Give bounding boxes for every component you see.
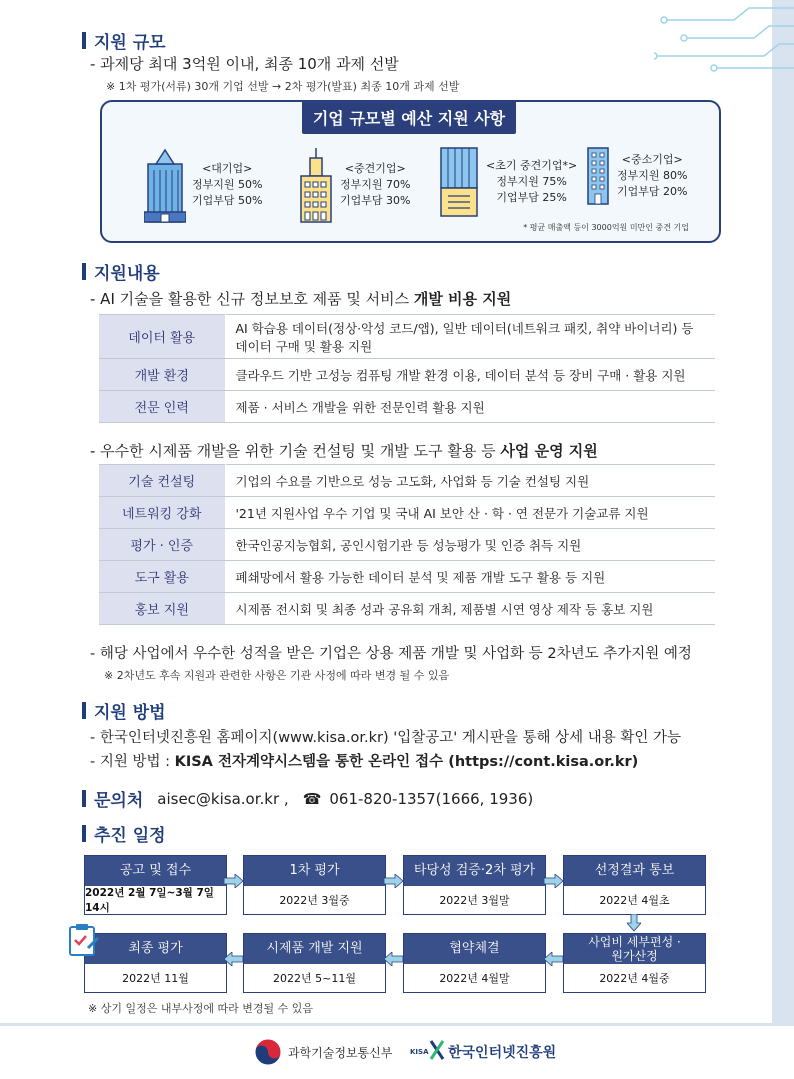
row-key: 기술 컨설팅 <box>99 465 225 497</box>
content-sub3: - 해당 사업에서 우수한 성적을 받은 기업은 상용 제품 개발 및 사업화 등 2차년도 추가지원 예정 <box>90 646 692 662</box>
row-value-line2: 데이터 구매 및 활용 지원 <box>235 338 373 354</box>
ministry-name: 과학기술정보통신부 <box>288 1046 393 1060</box>
content-sub1-text: - AI 기술을 활용한 신규 정보보호 제품 및 서비스 <box>90 290 414 308</box>
step-title: 협약체결 <box>404 934 545 964</box>
large-building-icon <box>144 146 186 224</box>
row-key: 홍보 지원 <box>99 593 225 625</box>
contact-phone: 061-820-1357(1666, 1936) <box>329 789 534 808</box>
step-title: 시제품 개발 지원 <box>244 934 385 964</box>
heading-bar <box>82 825 86 842</box>
row-value: 시제품 전시회 및 최종 성과 공유회 개최, 제품별 시연 영상 제작 등 홍보 지원 <box>225 593 715 625</box>
row-key: 데이터 활용 <box>99 315 225 359</box>
table-row <box>99 465 715 497</box>
schedule-step <box>403 855 546 915</box>
step-title: 1차 평가 <box>244 856 385 886</box>
table-row <box>99 315 715 359</box>
circuit-decoration <box>654 0 794 80</box>
schedule-step <box>243 855 386 915</box>
footer <box>0 1034 794 1074</box>
table-row <box>99 359 715 391</box>
row-value: 한국인공지능협회, 공인시험기관 등 성능평가 및 인증 취득 지원 <box>225 529 715 561</box>
row-key: 네트워킹 강화 <box>99 497 225 529</box>
taegeuk-logo-icon <box>254 1038 282 1066</box>
section-heading-schedule <box>82 821 166 846</box>
step-title: 사업비 세부편성 · 원가산정 <box>564 934 705 964</box>
group-corp: 기업부담 25% <box>496 191 567 204</box>
step-date: 2022년 2월 7일~3월 7일 14시 <box>85 887 214 914</box>
row-key: 전문 인력 <box>99 391 225 423</box>
budget-title: 기업 규모별 예산 지원 사항 <box>302 100 516 134</box>
step-date: 2022년 3월중 <box>279 894 350 907</box>
method-line2-bold: KISA 전자계약시스템을 통한 온라인 접수 (https://cont.kisa.or.kr) <box>174 754 639 770</box>
arrow-down-icon <box>627 914 641 932</box>
content-sub2-text: - 우수한 시제품 개발을 위한 기술 컨설팅 및 개발 도구 활용 등 <box>90 442 501 460</box>
budget-box <box>100 100 721 243</box>
row-value: 폐쇄망에서 활용 가능한 데이터 분석 및 제품 개발 도구 활용 등 지원 <box>225 561 715 593</box>
budget-note: * 평균 매출액 등이 3000억원 미만인 중견 기업 <box>523 223 689 232</box>
ops-support-table <box>99 464 715 625</box>
heading-text: 문의처 <box>94 791 144 811</box>
step-date: 2022년 4월말 <box>439 972 510 985</box>
phone-icon: ☎ <box>302 789 322 808</box>
group-name: <중소기업> <box>621 153 683 166</box>
row-key: 도구 활용 <box>99 561 225 593</box>
arrow-right-icon <box>384 874 404 888</box>
step-title: 공고 및 접수 <box>85 856 226 886</box>
step-date: 2022년 5~11월 <box>273 972 356 985</box>
table-row <box>99 593 715 625</box>
step-date: 2022년 4월초 <box>599 894 670 907</box>
table-row <box>99 497 715 529</box>
heading-bar <box>82 263 86 280</box>
step-date: 2022년 4월중 <box>599 972 670 985</box>
section-heading-contact <box>82 786 533 811</box>
clipboard-check-icon <box>66 922 102 958</box>
group-corp: 기업부담 30% <box>340 194 411 207</box>
step-date: 2022년 11월 <box>122 972 189 985</box>
kisa-name: 한국인터넷진흥원 <box>448 1045 557 1061</box>
section-heading-content <box>82 259 160 284</box>
dev-support-table <box>99 314 715 423</box>
row-value: 제품 · 서비스 개발을 위한 전문인력 활용 지원 <box>225 391 715 423</box>
budget-group-small <box>585 146 687 206</box>
method-line2-text: - 지원 방법 : <box>90 754 175 770</box>
content-sub2-bold: 사업 운영 지원 <box>500 442 598 460</box>
early-midsize-building-icon <box>438 146 480 218</box>
row-value: 기업의 수요를 기반으로 성능 고도화, 사업화 등 기술 컨설팅 지원 <box>225 465 715 497</box>
table-row <box>99 391 715 423</box>
schedule-step <box>563 855 706 915</box>
heading-text: 지원 방법 <box>94 703 166 723</box>
kisa-logo-icon <box>429 1039 445 1061</box>
schedule-step <box>243 933 386 993</box>
group-name: <중견기업> <box>344 162 406 175</box>
schedule-step <box>403 933 546 993</box>
content-sub1-bold: 개발 비용 지원 <box>413 290 512 308</box>
method-line2 <box>90 750 638 771</box>
group-corp: 기업부담 20% <box>617 185 688 198</box>
schedule-note: ※ 상기 일정은 내부사정에 따라 변경될 수 있음 <box>88 1002 313 1015</box>
arrow-left-icon <box>544 952 564 966</box>
schedule-step <box>84 933 227 993</box>
midsize-building-icon <box>298 146 334 224</box>
arrow-right-icon <box>224 874 244 888</box>
heading-bar <box>82 702 86 719</box>
row-value: '21년 지원사업 우수 기업 및 국내 AI 보안 산 · 학 · 연 전문가 기술교류 지원 <box>225 497 715 529</box>
section-heading-scale <box>82 28 166 53</box>
small-building-icon <box>585 146 611 206</box>
heading-text: 지원내용 <box>94 264 160 284</box>
content-sub1 <box>90 288 511 309</box>
row-value-line1: AI 학습용 데이터(정상·악성 코드/앱), 일반 데이터(네트워크 패킷, 취약 바이너리) 등 <box>235 320 694 336</box>
heading-text: 지원 규모 <box>94 33 166 53</box>
heading-bar <box>82 32 86 49</box>
row-key: 평가 · 인증 <box>99 529 225 561</box>
scale-note: ※ 1차 평가(서류) 30개 기업 선발 → 2차 평가(발표) 최종 10개 과제 선발 <box>106 80 460 93</box>
step-title: 타당성 검증·2차 평가 <box>404 856 545 886</box>
contact-email[interactable]: aisec@kisa.or.kr , <box>157 789 289 808</box>
content-sub2 <box>90 440 598 461</box>
step-title: 선정결과 통보 <box>564 856 705 886</box>
arrow-right-icon <box>544 874 564 888</box>
heading-bar <box>82 790 86 807</box>
group-gov: 정부지원 50% <box>192 178 263 191</box>
group-gov: 정부지원 80% <box>617 169 688 182</box>
group-corp: 기업부담 50% <box>192 194 263 207</box>
budget-group-large <box>144 146 262 224</box>
step-title: 최종 평가 <box>85 934 226 964</box>
schedule-step <box>84 855 227 915</box>
heading-text: 추진 일정 <box>94 826 166 846</box>
budget-group-early-midsize <box>438 146 577 218</box>
scale-line: - 과제당 최대 3억원 이내, 최종 10개 과제 선발 <box>90 55 399 73</box>
kisa-wordmark: KISA <box>410 1048 429 1056</box>
row-value <box>225 315 715 359</box>
group-name: <초기 중견기업*> <box>486 159 578 172</box>
content-sub3-note: ※ 2차년도 후속 지원과 관련한 사항은 기관 사정에 따라 변경 될 수 있음 <box>104 669 450 682</box>
group-gov: 정부지원 75% <box>496 175 567 188</box>
method-line1: - 한국인터넷진흥원 홈페이지(www.kisa.or.kr) '입찰공고' 게시판을 통해 상세 내용 확인 가능 <box>90 730 682 746</box>
row-key: 개발 환경 <box>99 359 225 391</box>
group-gov: 정부지원 70% <box>340 178 411 191</box>
arrow-left-icon <box>384 952 404 966</box>
step-date: 2022년 3월말 <box>439 894 510 907</box>
row-value: 클라우드 기반 고성능 컴퓨팅 개발 환경 이용, 데이터 분석 등 장비 구매 · 활용 지원 <box>225 359 715 391</box>
section-heading-method <box>82 698 166 723</box>
budget-group-midsize <box>298 146 410 224</box>
group-name: <대기업> <box>202 162 253 175</box>
arrow-left-icon <box>224 952 244 966</box>
table-row <box>99 529 715 561</box>
schedule-step <box>563 933 706 993</box>
table-row <box>99 561 715 593</box>
